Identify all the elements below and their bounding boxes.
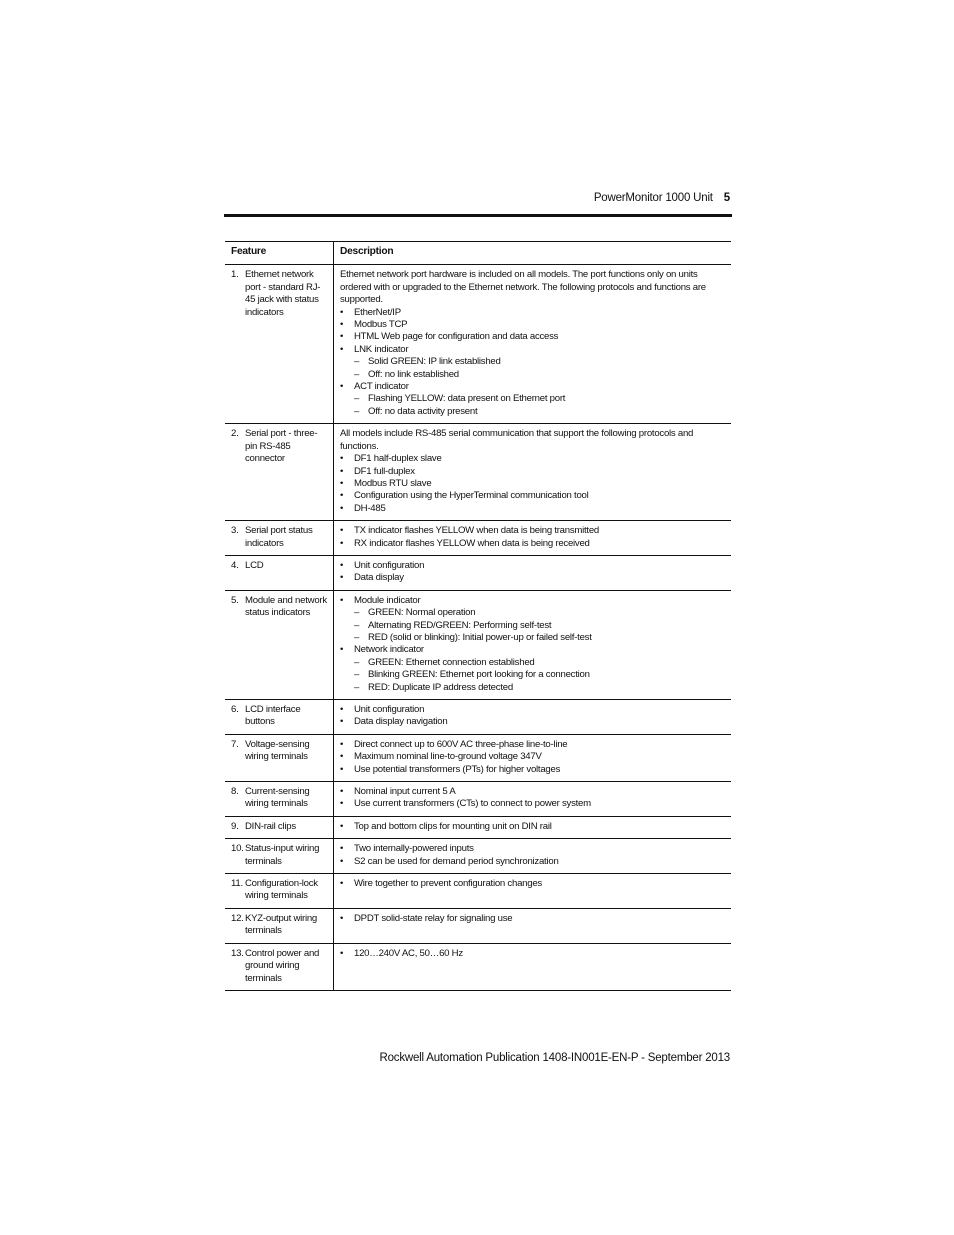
bullet-list xyxy=(340,878,725,890)
bullet-text: HTML Web page for configuration and data access xyxy=(354,331,559,343)
feature-number: 12. xyxy=(231,912,244,924)
bullet-item xyxy=(340,821,725,833)
feature-cell xyxy=(225,816,334,838)
bullet-text: Wire together to prevent configuration changes xyxy=(354,878,542,890)
bullet-list xyxy=(340,704,725,729)
sub-bullet-item: – Off: no data activity present xyxy=(354,406,725,418)
bullet-item xyxy=(340,878,725,890)
bullet-item xyxy=(340,704,725,716)
bullet-list xyxy=(340,453,725,515)
sub-bullet-item: – Blinking GREEN: Ethernet port looking for a connection xyxy=(354,669,725,681)
bullet-item xyxy=(340,344,725,381)
bullet-text: Maximum nominal line-to-ground voltage 347V xyxy=(354,751,542,763)
bullet-item xyxy=(340,595,725,645)
table-row xyxy=(225,700,731,735)
bullet-list xyxy=(340,595,725,694)
description-cell xyxy=(334,839,732,874)
bullet-text: DPDT solid-state relay for signaling use xyxy=(354,912,513,924)
feature-name: Ethernet network port - standard RJ-45 jack with status indicators xyxy=(245,269,321,318)
feature-cell xyxy=(225,734,334,781)
feature-number: 11. xyxy=(231,878,243,890)
bullet-item xyxy=(340,948,725,960)
bullet-list xyxy=(340,843,725,868)
feature-table xyxy=(225,241,731,991)
description-cell xyxy=(334,734,732,781)
sub-bullet-item: – RED (solid or blinking): Initial power-up or failed self-test xyxy=(354,632,725,644)
feature-cell xyxy=(225,424,334,521)
bullet-list xyxy=(340,739,725,776)
description-cell xyxy=(334,265,732,424)
description-cell xyxy=(334,943,732,990)
feature-label xyxy=(231,948,327,985)
feature-number: 13. xyxy=(231,947,244,959)
bullet-text: DF1 full-duplex xyxy=(354,465,415,477)
bullet-list xyxy=(340,948,725,960)
bullet-list xyxy=(340,913,725,925)
bullet-text: Network indicator xyxy=(354,644,424,656)
bullet-item xyxy=(340,913,725,925)
table-row xyxy=(225,782,731,817)
feature-cell xyxy=(225,521,334,556)
header-title: PowerMonitor 1000 Unit xyxy=(593,192,713,204)
feature-cell xyxy=(225,700,334,735)
bullet-item xyxy=(340,856,725,868)
feature-label xyxy=(231,560,327,572)
bullet-text: Unit configuration xyxy=(354,559,425,571)
feature-label xyxy=(231,821,327,833)
bullet-item xyxy=(340,843,725,855)
description-cell xyxy=(334,555,732,590)
table-row xyxy=(225,839,731,874)
feature-label xyxy=(231,595,327,620)
sub-bullet-list xyxy=(354,356,725,381)
feature-label xyxy=(231,428,327,465)
feature-name: LCD xyxy=(245,559,264,571)
feature-label xyxy=(231,843,327,868)
table-row xyxy=(225,265,731,424)
bullet-text: TX indicator flashes YELLOW when data is being transmitted xyxy=(354,525,600,537)
bullet-item xyxy=(340,319,725,331)
description-cell xyxy=(334,424,732,521)
sub-bullet-item: – RED: Duplicate IP address detected xyxy=(354,682,725,694)
sub-bullet-item: – GREEN: Normal operation xyxy=(354,607,725,619)
bullet-item xyxy=(340,716,725,728)
bullet-item xyxy=(340,490,725,502)
description-cell xyxy=(334,782,732,817)
bullet-item xyxy=(340,798,725,810)
bullet-text: Unit configuration xyxy=(354,704,425,715)
bullet-item xyxy=(340,764,725,776)
feature-number: 9. xyxy=(231,820,239,832)
feature-number: 8. xyxy=(231,786,239,798)
bullet-item xyxy=(340,739,725,751)
sub-bullet-list xyxy=(354,657,725,694)
feature-name: Status-input wiring terminals xyxy=(245,843,320,867)
bullet-text: Use potential transformers (PTs) for higher voltages xyxy=(354,763,561,775)
feature-label xyxy=(231,913,327,938)
description-cell xyxy=(334,816,732,838)
bullet-list xyxy=(340,307,725,419)
sub-bullet-item: – Flashing YELLOW: data present on Ethernet port xyxy=(354,393,725,405)
feature-name: Current-sensing wiring terminals xyxy=(245,786,310,810)
column-header-feature: Feature xyxy=(225,242,334,265)
description-intro: Ethernet network port hardware is included on all models. The port functions only on units ordered with or upgraded to the Ethernet network. The following protocols and functions are supported. xyxy=(340,269,706,306)
bullet-text: DH-485 xyxy=(354,502,386,514)
feature-number: 4. xyxy=(231,559,239,571)
sub-bullet-list xyxy=(354,607,725,644)
bullet-item xyxy=(340,538,725,550)
table-row xyxy=(225,555,731,590)
bullet-item xyxy=(340,381,725,418)
bullet-list xyxy=(340,821,725,833)
bullet-text: Direct connect up to 600V AC three-phase line-to-line xyxy=(354,738,568,750)
bullet-item xyxy=(340,307,725,319)
sub-bullet-item: – Solid GREEN: IP link established xyxy=(354,356,725,368)
bullet-text: Modbus TCP xyxy=(354,319,408,331)
feature-number: 1. xyxy=(231,269,239,281)
bullet-text: Data display navigation xyxy=(354,716,448,728)
feature-label xyxy=(231,786,327,811)
bullet-item xyxy=(340,453,725,465)
feature-name: Module and network status indicators xyxy=(245,594,327,619)
feature-number: 5. xyxy=(231,594,239,606)
feature-cell xyxy=(225,943,334,990)
publication-footer: Rockwell Automation Publication 1408-IN001E-EN-P - September 2013 xyxy=(379,1052,730,1064)
feature-number: 6. xyxy=(231,704,239,715)
feature-number: 10. xyxy=(231,843,244,855)
feature-label xyxy=(231,269,327,319)
bullet-item xyxy=(340,572,725,584)
feature-label xyxy=(231,704,327,729)
sub-bullet-item: – Off: no link established xyxy=(354,369,725,381)
feature-cell xyxy=(225,839,334,874)
sub-bullet-item: – GREEN: Ethernet connection established xyxy=(354,657,725,669)
feature-cell xyxy=(225,782,334,817)
description-cell xyxy=(334,700,732,735)
table-body xyxy=(225,265,731,991)
feature-cell xyxy=(225,874,334,909)
feature-name: Voltage-sensing wiring terminals xyxy=(245,738,310,763)
table-row xyxy=(225,908,731,943)
bullet-text: LNK indicator xyxy=(354,343,409,355)
bullet-text: S2 can be used for demand period synchronization xyxy=(354,855,559,867)
bullet-text: Modbus RTU slave xyxy=(354,477,432,489)
table-row xyxy=(225,521,731,556)
description-intro: All models include RS-485 serial communication that support the following protocols and functions. xyxy=(340,428,694,452)
feature-name: Control power and ground wiring terminals xyxy=(245,947,320,984)
table-row xyxy=(225,590,731,699)
feature-name: KYZ-output wiring terminals xyxy=(245,912,317,937)
bullet-item xyxy=(340,525,725,537)
bullet-item xyxy=(340,466,725,478)
bullet-list xyxy=(340,525,725,550)
bullet-text: Two internally-powered inputs xyxy=(354,843,474,855)
table-row xyxy=(225,816,731,838)
bullet-text: ACT indicator xyxy=(354,381,409,393)
feature-label xyxy=(231,878,327,903)
sub-bullet-item: – Alternating RED/GREEN: Performing self-test xyxy=(354,620,725,632)
feature-number: 3. xyxy=(231,525,239,537)
bullet-item xyxy=(340,560,725,572)
feature-number: 7. xyxy=(231,738,239,750)
bullet-text: Module indicator xyxy=(354,594,421,606)
bullet-text: Nominal input current 5 A xyxy=(354,786,456,798)
bullet-text: Top and bottom clips for mounting unit on DIN rail xyxy=(354,820,552,832)
feature-name: Serial port - three-pin RS-485 connector xyxy=(245,428,318,465)
description-cell xyxy=(334,590,732,699)
feature-label xyxy=(231,739,327,764)
bullet-item xyxy=(340,503,725,515)
table-row xyxy=(225,424,731,521)
feature-number: 2. xyxy=(231,428,239,440)
bullet-item xyxy=(340,478,725,490)
bullet-text: EtherNet/IP xyxy=(354,306,401,318)
bullet-text: 120…240V AC, 50…60 Hz xyxy=(354,947,463,959)
running-header xyxy=(594,192,730,204)
bullet-text: RX indicator flashes YELLOW when data is being received xyxy=(354,537,590,549)
bullet-text: Data display xyxy=(354,572,404,584)
table-row xyxy=(225,874,731,909)
header-rule xyxy=(224,214,732,217)
column-header-description: Description xyxy=(334,242,732,265)
table-row xyxy=(225,943,731,990)
feature-cell xyxy=(225,590,334,699)
description-cell xyxy=(334,521,732,556)
bullet-list xyxy=(340,786,725,811)
feature-name: Serial port status indicators xyxy=(245,525,313,549)
bullet-text: Use current transformers (CTs) to connect to power system xyxy=(354,798,591,810)
bullet-item xyxy=(340,331,725,343)
feature-cell xyxy=(225,265,334,424)
bullet-list xyxy=(340,560,725,585)
bullet-text: Configuration using the HyperTerminal communication tool xyxy=(354,490,589,502)
feature-name: LCD interface buttons xyxy=(245,704,301,728)
table-header-row xyxy=(225,242,731,265)
bullet-text: DF1 half-duplex slave xyxy=(354,453,442,465)
feature-cell xyxy=(225,555,334,590)
description-cell xyxy=(334,908,732,943)
feature-label xyxy=(231,525,327,550)
bullet-item xyxy=(340,786,725,798)
feature-cell xyxy=(225,908,334,943)
feature-name: Configuration-lock wiring terminals xyxy=(245,878,318,902)
page-number: 5 xyxy=(723,192,730,204)
description-cell xyxy=(334,874,732,909)
bullet-item xyxy=(340,751,725,763)
sub-bullet-list xyxy=(354,393,725,418)
bullet-item xyxy=(340,644,725,694)
table-row xyxy=(225,734,731,781)
feature-name: DIN-rail clips xyxy=(245,820,296,832)
